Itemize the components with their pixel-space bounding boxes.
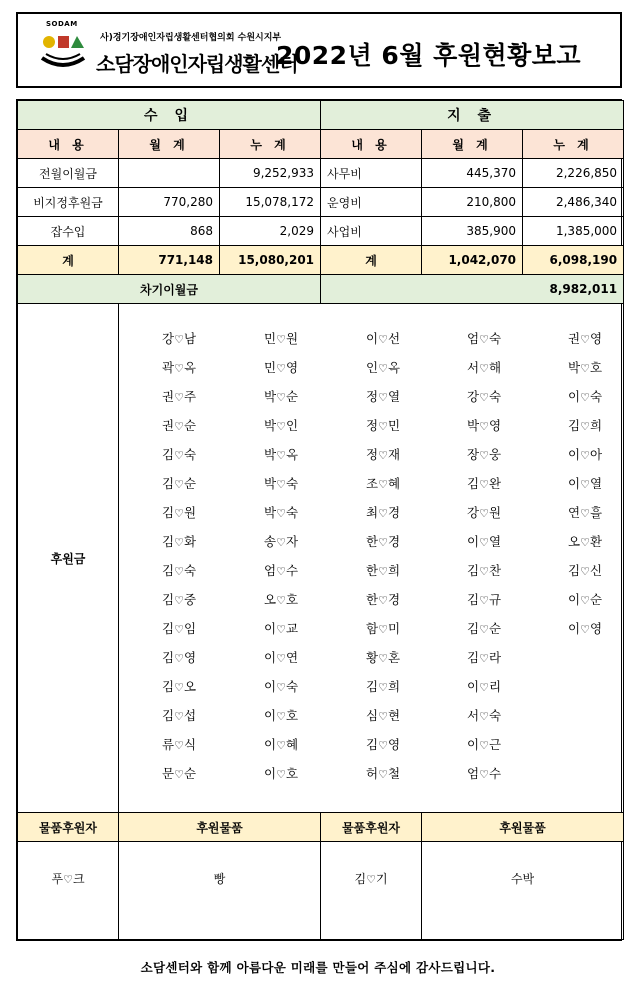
heart-icon: ♡ bbox=[479, 594, 489, 607]
donor-name: 이♡근 bbox=[466, 737, 502, 752]
table-row bbox=[18, 159, 624, 188]
expense-label: 운영비 bbox=[321, 188, 422, 217]
income-item-header: 내 용 bbox=[18, 130, 119, 159]
page-title: 2022년 6월 후원현황보고 bbox=[276, 41, 582, 70]
donor-column bbox=[454, 329, 514, 793]
column-header-row bbox=[18, 130, 624, 159]
heart-icon: ♡ bbox=[174, 565, 184, 578]
heart-icon: ♡ bbox=[174, 739, 184, 752]
donor-name: 곽♡옥 bbox=[161, 360, 197, 375]
donor-name: 김♡화 bbox=[161, 534, 197, 549]
heart-icon: ♡ bbox=[174, 391, 184, 404]
income-monthly-header: 월 계 bbox=[119, 130, 220, 159]
heart-icon: ♡ bbox=[276, 681, 286, 694]
donor-name: 정♡열 bbox=[365, 389, 401, 404]
donor-name: 연♡흘 bbox=[567, 505, 603, 520]
expense-section-header: 지 출 bbox=[321, 101, 624, 130]
donor-name: 권♡영 bbox=[567, 331, 603, 346]
heart-icon: ♡ bbox=[479, 710, 489, 723]
heart-icon: ♡ bbox=[580, 507, 590, 520]
income-cumulative: 15,078,172 bbox=[220, 188, 321, 217]
donor-name: 박♡숙 bbox=[263, 505, 299, 520]
goods-row bbox=[18, 842, 624, 940]
donor-name: 민♡원 bbox=[263, 331, 299, 346]
donor-name: 인♡옥 bbox=[365, 360, 401, 375]
donor-list bbox=[119, 304, 624, 813]
income-total-monthly: 771,148 bbox=[119, 246, 220, 275]
heart-icon: ♡ bbox=[378, 710, 388, 723]
income-label: 전월이월금 bbox=[18, 159, 119, 188]
heart-icon: ♡ bbox=[378, 478, 388, 491]
heart-icon: ♡ bbox=[479, 507, 489, 520]
income-monthly: 770,280 bbox=[119, 188, 220, 217]
donor-name: 이♡열 bbox=[567, 476, 603, 491]
heart-icon: ♡ bbox=[479, 565, 489, 578]
donor-column bbox=[251, 329, 311, 793]
donor-name: 조♡혜 bbox=[365, 476, 401, 491]
heart-icon: ♡ bbox=[174, 333, 184, 346]
heart-icon: ♡ bbox=[276, 536, 286, 549]
expense-monthly: 385,900 bbox=[422, 217, 523, 246]
heart-icon: ♡ bbox=[276, 710, 286, 723]
donor-name: 김♡영 bbox=[161, 650, 197, 665]
heart-icon: ♡ bbox=[479, 681, 489, 694]
expense-item-header: 내 용 bbox=[321, 130, 422, 159]
donor-name: 문♡순 bbox=[161, 766, 197, 781]
heart-icon: ♡ bbox=[276, 449, 286, 462]
goods-donor: 김♡기 bbox=[321, 842, 422, 940]
heart-icon: ♡ bbox=[174, 768, 184, 781]
donor-name: 한♡경 bbox=[365, 592, 401, 607]
donor-name: 이♡열 bbox=[466, 534, 502, 549]
income-cumulative: 9,252,933 bbox=[220, 159, 321, 188]
donor-name: 강♡남 bbox=[161, 331, 197, 346]
heart-icon: ♡ bbox=[479, 652, 489, 665]
table-row bbox=[18, 188, 624, 217]
goods-item-header: 후원물품 bbox=[422, 813, 624, 842]
donor-name: 강♡숙 bbox=[466, 389, 502, 404]
expense-cumulative: 1,385,000 bbox=[523, 217, 624, 246]
donor-name: 김♡순 bbox=[466, 621, 502, 636]
heart-icon: ♡ bbox=[174, 420, 184, 433]
donor-name: 이♡순 bbox=[567, 592, 603, 607]
donor-column bbox=[555, 329, 615, 648]
donor-name: 권♡순 bbox=[161, 418, 197, 433]
heart-icon: ♡ bbox=[378, 768, 388, 781]
expense-total-monthly: 1,042,070 bbox=[422, 246, 523, 275]
income-cumulative-header: 누 계 bbox=[220, 130, 321, 159]
heart-icon: ♡ bbox=[580, 594, 590, 607]
donor-name: 박♡영 bbox=[466, 418, 502, 433]
donor-name: 김♡완 bbox=[466, 476, 502, 491]
goods-donor-header: 물품후원자 bbox=[18, 813, 119, 842]
carryover-row bbox=[18, 275, 624, 304]
heart-icon: ♡ bbox=[276, 768, 286, 781]
heart-icon: ♡ bbox=[378, 507, 388, 520]
heart-icon: ♡ bbox=[378, 739, 388, 752]
goods-donor: 푸♡크 bbox=[18, 842, 119, 940]
donor-name: 김♡섭 bbox=[161, 708, 197, 723]
heart-icon: ♡ bbox=[479, 420, 489, 433]
heart-icon: ♡ bbox=[580, 478, 590, 491]
expense-total-cumulative: 6,098,190 bbox=[523, 246, 624, 275]
expense-label: 사업비 bbox=[321, 217, 422, 246]
heart-icon: ♡ bbox=[580, 565, 590, 578]
heart-icon: ♡ bbox=[580, 536, 590, 549]
donor-name: 엄♡수 bbox=[263, 563, 299, 578]
donor-name: 함♡미 bbox=[365, 621, 401, 636]
donor-name: 김♡숙 bbox=[161, 447, 197, 462]
heart-icon: ♡ bbox=[479, 391, 489, 404]
heart-icon: ♡ bbox=[174, 594, 184, 607]
heart-icon: ♡ bbox=[479, 333, 489, 346]
donor-name: 김♡오 bbox=[161, 679, 197, 694]
donor-name: 김♡순 bbox=[161, 476, 197, 491]
donor-name: 김♡원 bbox=[161, 505, 197, 520]
report-table bbox=[16, 99, 622, 941]
heart-icon: ♡ bbox=[479, 768, 489, 781]
heart-icon: ♡ bbox=[174, 362, 184, 375]
donor-name: 엄♡숙 bbox=[466, 331, 502, 346]
donor-column bbox=[149, 329, 209, 793]
donor-name: 김♡임 bbox=[161, 621, 197, 636]
heart-icon: ♡ bbox=[276, 362, 286, 375]
heart-icon: ♡ bbox=[378, 623, 388, 636]
report-header bbox=[16, 12, 622, 88]
expense-cumulative: 2,486,340 bbox=[523, 188, 624, 217]
heart-icon: ♡ bbox=[174, 507, 184, 520]
donor-name: 김♡규 bbox=[466, 592, 502, 607]
donor-name: 이♡교 bbox=[263, 621, 299, 636]
heart-icon: ♡ bbox=[378, 333, 388, 346]
income-label: 비지정후원금 bbox=[18, 188, 119, 217]
heart-icon: ♡ bbox=[174, 652, 184, 665]
donor-name: 박♡숙 bbox=[263, 476, 299, 491]
heart-icon: ♡ bbox=[174, 478, 184, 491]
donor-name: 권♡주 bbox=[161, 389, 197, 404]
donor-name: 허♡철 bbox=[365, 766, 401, 781]
donor-name: 심♡현 bbox=[365, 708, 401, 723]
heart-icon: ♡ bbox=[378, 362, 388, 375]
donor-name: 서♡숙 bbox=[466, 708, 502, 723]
income-label: 잡수입 bbox=[18, 217, 119, 246]
heart-icon: ♡ bbox=[276, 391, 286, 404]
heart-icon: ♡ bbox=[366, 873, 376, 886]
heart-icon: ♡ bbox=[378, 391, 388, 404]
goods-item: 빵 bbox=[119, 842, 321, 940]
expense-monthly-header: 월 계 bbox=[422, 130, 523, 159]
donor-name: 김♡희 bbox=[365, 679, 401, 694]
heart-icon: ♡ bbox=[580, 391, 590, 404]
heart-icon: ♡ bbox=[378, 420, 388, 433]
heart-icon: ♡ bbox=[479, 362, 489, 375]
expense-monthly: 210,800 bbox=[422, 188, 523, 217]
donor-name: 이♡호 bbox=[263, 708, 299, 723]
donor-name: 이♡숙 bbox=[263, 679, 299, 694]
heart-icon: ♡ bbox=[276, 333, 286, 346]
heart-icon: ♡ bbox=[378, 565, 388, 578]
expense-cumulative-header: 누 계 bbox=[523, 130, 624, 159]
heart-icon: ♡ bbox=[276, 507, 286, 520]
heart-icon: ♡ bbox=[276, 652, 286, 665]
donor-name: 박♡순 bbox=[263, 389, 299, 404]
donor-name: 장♡웅 bbox=[466, 447, 502, 462]
donor-name: 이♡혜 bbox=[263, 737, 299, 752]
donor-name: 오♡환 bbox=[567, 534, 603, 549]
donor-name: 이♡숙 bbox=[567, 389, 603, 404]
heart-icon: ♡ bbox=[276, 565, 286, 578]
donor-name: 황♡혼 bbox=[365, 650, 401, 665]
donor-name: 김♡희 bbox=[567, 418, 603, 433]
donor-name: 한♡희 bbox=[365, 563, 401, 578]
heart-icon: ♡ bbox=[378, 594, 388, 607]
donor-name: 정♡민 bbox=[365, 418, 401, 433]
donor-name: 강♡원 bbox=[466, 505, 502, 520]
donor-name: 김♡신 bbox=[567, 563, 603, 578]
heart-icon: ♡ bbox=[479, 739, 489, 752]
heart-icon: ♡ bbox=[580, 362, 590, 375]
donor-name: 김♡라 bbox=[466, 650, 502, 665]
donations-label: 후원금 bbox=[18, 304, 119, 813]
donations-row bbox=[18, 304, 624, 813]
donor-name: 이♡호 bbox=[263, 766, 299, 781]
donor-name: 엄♡수 bbox=[466, 766, 502, 781]
donor-name: 민♡영 bbox=[263, 360, 299, 375]
goods-item-header: 후원물품 bbox=[119, 813, 321, 842]
org-name: 소담장애인자립생활센터 bbox=[96, 52, 298, 76]
donor-name: 류♡식 bbox=[161, 737, 197, 752]
carryover-label: 차기이월금 bbox=[18, 275, 321, 304]
donor-name: 이♡연 bbox=[263, 650, 299, 665]
donor-name: 김♡영 bbox=[365, 737, 401, 752]
heart-icon: ♡ bbox=[63, 873, 73, 886]
heart-icon: ♡ bbox=[276, 478, 286, 491]
heart-icon: ♡ bbox=[174, 536, 184, 549]
heart-icon: ♡ bbox=[378, 449, 388, 462]
heart-icon: ♡ bbox=[479, 536, 489, 549]
goods-donor-header: 물품후원자 bbox=[321, 813, 422, 842]
donor-name: 최♡경 bbox=[365, 505, 401, 520]
total-row bbox=[18, 246, 624, 275]
donor-name: 이♡선 bbox=[365, 331, 401, 346]
expense-cumulative: 2,226,850 bbox=[523, 159, 624, 188]
donor-name: 서♡해 bbox=[466, 360, 502, 375]
income-total-label: 계 bbox=[18, 246, 119, 275]
heart-icon: ♡ bbox=[378, 652, 388, 665]
income-cumulative: 2,029 bbox=[220, 217, 321, 246]
goods-header-row bbox=[18, 813, 624, 842]
heart-icon: ♡ bbox=[378, 681, 388, 694]
heart-icon: ♡ bbox=[174, 623, 184, 636]
income-monthly bbox=[119, 159, 220, 188]
carryover-value: 8,982,011 bbox=[321, 275, 624, 304]
donor-name: 오♡호 bbox=[263, 592, 299, 607]
income-section-header: 수 입 bbox=[18, 101, 321, 130]
heart-icon: ♡ bbox=[174, 449, 184, 462]
donor-name: 한♡경 bbox=[365, 534, 401, 549]
heart-icon: ♡ bbox=[479, 623, 489, 636]
donor-name: 이♡영 bbox=[567, 621, 603, 636]
heart-icon: ♡ bbox=[580, 420, 590, 433]
expense-monthly: 445,370 bbox=[422, 159, 523, 188]
donor-name: 김♡숙 bbox=[161, 563, 197, 578]
donor-name: 정♡재 bbox=[365, 447, 401, 462]
goods-item: 수박 bbox=[422, 842, 624, 940]
income-total-cumulative: 15,080,201 bbox=[220, 246, 321, 275]
heart-icon: ♡ bbox=[580, 449, 590, 462]
donor-name: 김♡중 bbox=[161, 592, 197, 607]
donor-name: 김♡찬 bbox=[466, 563, 502, 578]
donor-name: 박♡옥 bbox=[263, 447, 299, 462]
section-header-row bbox=[18, 101, 624, 130]
heart-icon: ♡ bbox=[479, 478, 489, 491]
income-monthly: 868 bbox=[119, 217, 220, 246]
expense-total-label: 계 bbox=[321, 246, 422, 275]
heart-icon: ♡ bbox=[276, 420, 286, 433]
donor-name: 송♡자 bbox=[263, 534, 299, 549]
org-subtitle: 사)경기장애인자립생활센터협의회 수원시지부 bbox=[100, 33, 282, 43]
org-logo bbox=[40, 20, 298, 84]
heart-icon: ♡ bbox=[174, 710, 184, 723]
logo-badge: SODAM bbox=[46, 20, 78, 28]
thank-you-note: 소담센터와 함께 아름다운 미래를 만들어 주심에 감사드립니다. bbox=[140, 960, 496, 975]
expense-label: 사무비 bbox=[321, 159, 422, 188]
heart-icon: ♡ bbox=[378, 536, 388, 549]
heart-icon: ♡ bbox=[276, 739, 286, 752]
heart-icon: ♡ bbox=[580, 623, 590, 636]
logo-mark-icon bbox=[40, 32, 86, 72]
donor-name: 박♡호 bbox=[567, 360, 603, 375]
heart-icon: ♡ bbox=[479, 449, 489, 462]
heart-icon: ♡ bbox=[276, 623, 286, 636]
table-row bbox=[18, 217, 624, 246]
donor-column bbox=[353, 329, 413, 793]
heart-icon: ♡ bbox=[174, 681, 184, 694]
heart-icon: ♡ bbox=[580, 333, 590, 346]
donor-name: 박♡인 bbox=[263, 418, 299, 433]
donor-name: 이♡리 bbox=[466, 679, 502, 694]
heart-icon: ♡ bbox=[276, 594, 286, 607]
donor-name: 이♡아 bbox=[567, 447, 603, 462]
